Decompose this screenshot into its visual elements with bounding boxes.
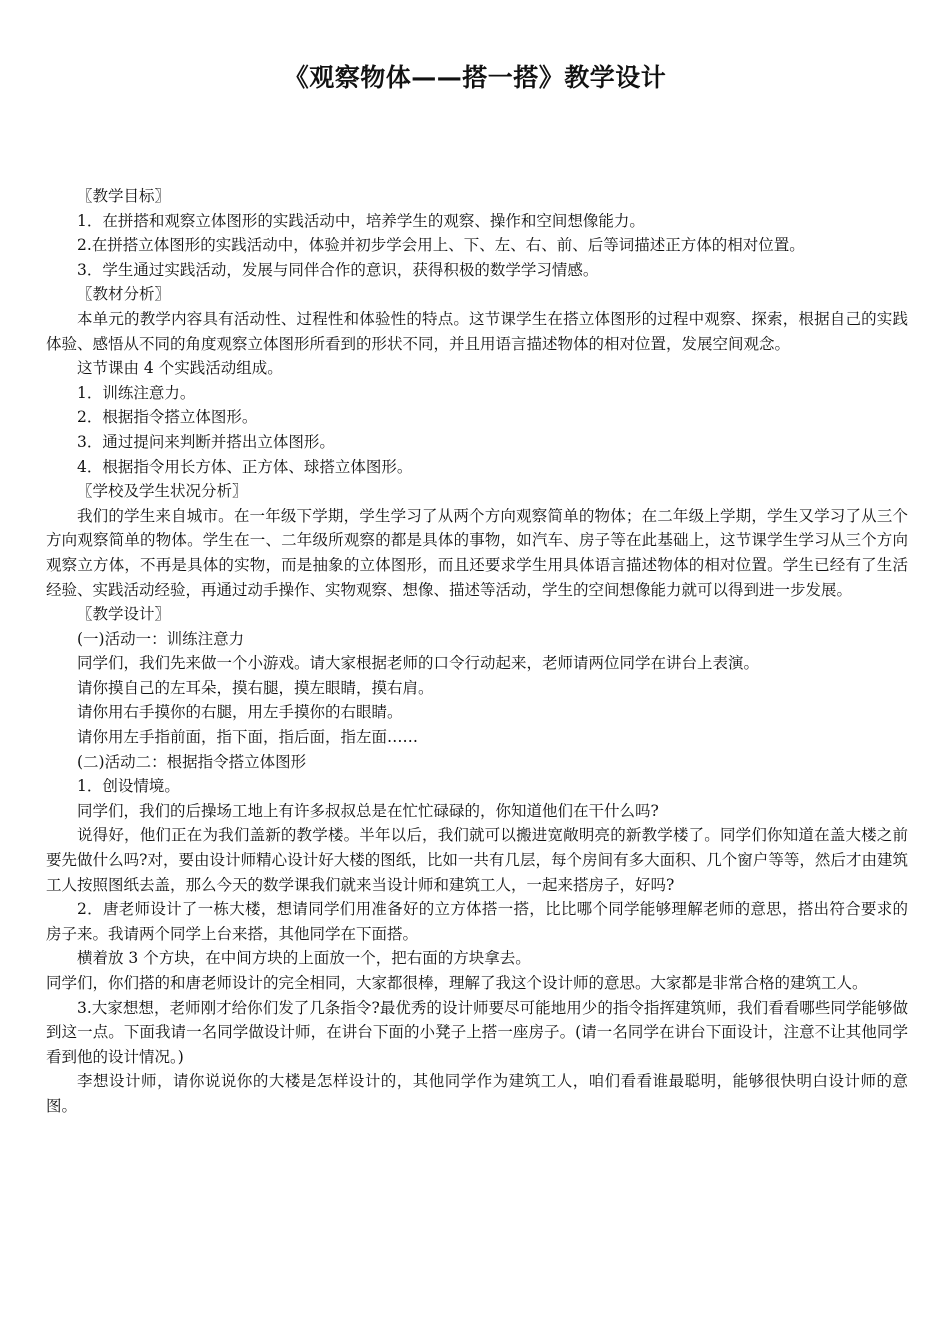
paragraph: 〖教学目标〗	[77, 187, 171, 205]
paragraph: 横着放 3 个方块，在中间方块的上面放一个，把右面的方块拿去。	[77, 949, 531, 968]
paragraph: 〖教学设计〗	[77, 605, 171, 624]
paragraph: 4．根据指令用长方体、正方体、球搭立体图形。	[77, 457, 413, 476]
paragraph: 2.在拼搭立体图形的实践活动中，体验并初步学会用上、下、左、右、前、后等词描述正方体的相对位置。	[77, 236, 805, 255]
paragraph: 同学们，我们先来做一个小游戏。请大家根据老师的口令行动起来，老师请两位同学在讲台上表演。	[77, 654, 760, 673]
paragraph: (一)活动一：训练注意力	[77, 629, 245, 648]
paragraph: 3．学生通过实践活动，发展与同伴合作的意识，获得积极的数学学习情感。	[77, 260, 599, 279]
paragraph: 同学们，你们搭的和唐老师设计的完全相同，大家都很棒，理解了我这个设计师的意思。大家都是非常合格的建筑工人。	[46, 974, 868, 992]
paragraph: 这节课由 4 个实践活动组成。	[77, 359, 283, 378]
document-title: 《观察物体——搭一搭》教学设计	[283, 63, 667, 92]
paragraph: 〖学校及学生状况分析〗	[77, 482, 248, 501]
paragraph: 说得好，他们正在为我们盖新的教学楼。半年以后，我们就可以搬进宽敞明亮的新教学楼了。同学们你知道在盖大楼之前要先做什么吗?对，要由设计师精心设计好大楼的图纸，比如一共有几层，每个房间有多大面积、几个窗户等等，然后才由建筑工人按照图纸去盖，那么今天的数学课我们就来当设计师和建筑工人，一起来搭房子，好吗?	[46, 826, 908, 894]
paragraph: 1．创设情境。	[77, 777, 180, 796]
paragraph: 本单元的教学内容具有活动性、过程性和体验性的特点。这节课学生在搭立体图形的过程中观察、探索，根据自己的实践体验、感悟从不同的角度观察立体图形所看到的形状不同，并且用语言描述物体的相对位置，发展空间观念。	[46, 309, 908, 353]
paragraph: 3.大家想想，老师刚才给你们发了几条指令?最优秀的设计师要尽可能地用少的指令指挥建筑师，我们看看哪些同学能够做到这一点。下面我请一名同学做设计师，在讲台下面的小凳子上搭一座房子。(请一名同学在讲台下面设计，注意不让其他同学看到他的设计情况。)	[46, 998, 908, 1066]
paragraph: 1．在拼搭和观察立体图形的实践活动中，培养学生的观察、操作和空间想像能力。	[77, 211, 645, 230]
paragraph: 请你用左手指前面，指下面，指后面，指左面……	[77, 728, 419, 747]
paragraph: 李想设计师，请你说说你的大楼是怎样设计的，其他同学作为建筑工人，咱们看看谁最聪明，能够很快明白设计师的意图。	[46, 1072, 908, 1115]
paragraph: (二)活动二：根据指令搭立体图形	[77, 752, 307, 771]
paragraph: 请你摸自己的左耳朵，摸右腿，摸左眼睛，摸右肩。	[77, 678, 434, 697]
document-body	[46, 184, 908, 1119]
paragraph: 2．唐老师设计了一栋大楼，想请同学们用准备好的立方体搭一搭，比比哪个同学能够理解老师的意思，搭出符合要求的房子来。我请两个同学上台来搭，其他同学在下面搭。	[46, 900, 908, 943]
paragraph: 同学们，我们的后操场工地上有许多叔叔总是在忙忙碌碌的，你知道他们在干什么吗?	[77, 801, 659, 820]
paragraph: 2．根据指令搭立体图形。	[77, 408, 258, 427]
paragraph: 〖教材分析〗	[77, 285, 171, 304]
paragraph: 请你用右手摸你的右腿，用左手摸你的右眼睛。	[77, 703, 403, 722]
paragraph: 1．训练注意力。	[77, 383, 196, 402]
paragraph: 我们的学生来自城市。在一年级下学期，学生学习了从两个方向观察简单的物体；在二年级上学期，学生又学习了从三个方向观察简单的物体。学生在一、二年级所观察的都是具体的事物，如汽车、房子等在此基础上，这节课学生学习从三个方向观察立方体，不再是具体的实物，而是抽象的立体图形，而且还要求学生用具体语言描述物体的相对位置。学生已经有了生活经验、实践活动经验，再通过动手操作、实物观察、想像、描述等活动，学生的空间想像能力就可以得到进一步发展。	[46, 506, 908, 599]
paragraph: 3．通过提问来判断并搭出立体图形。	[77, 432, 335, 451]
